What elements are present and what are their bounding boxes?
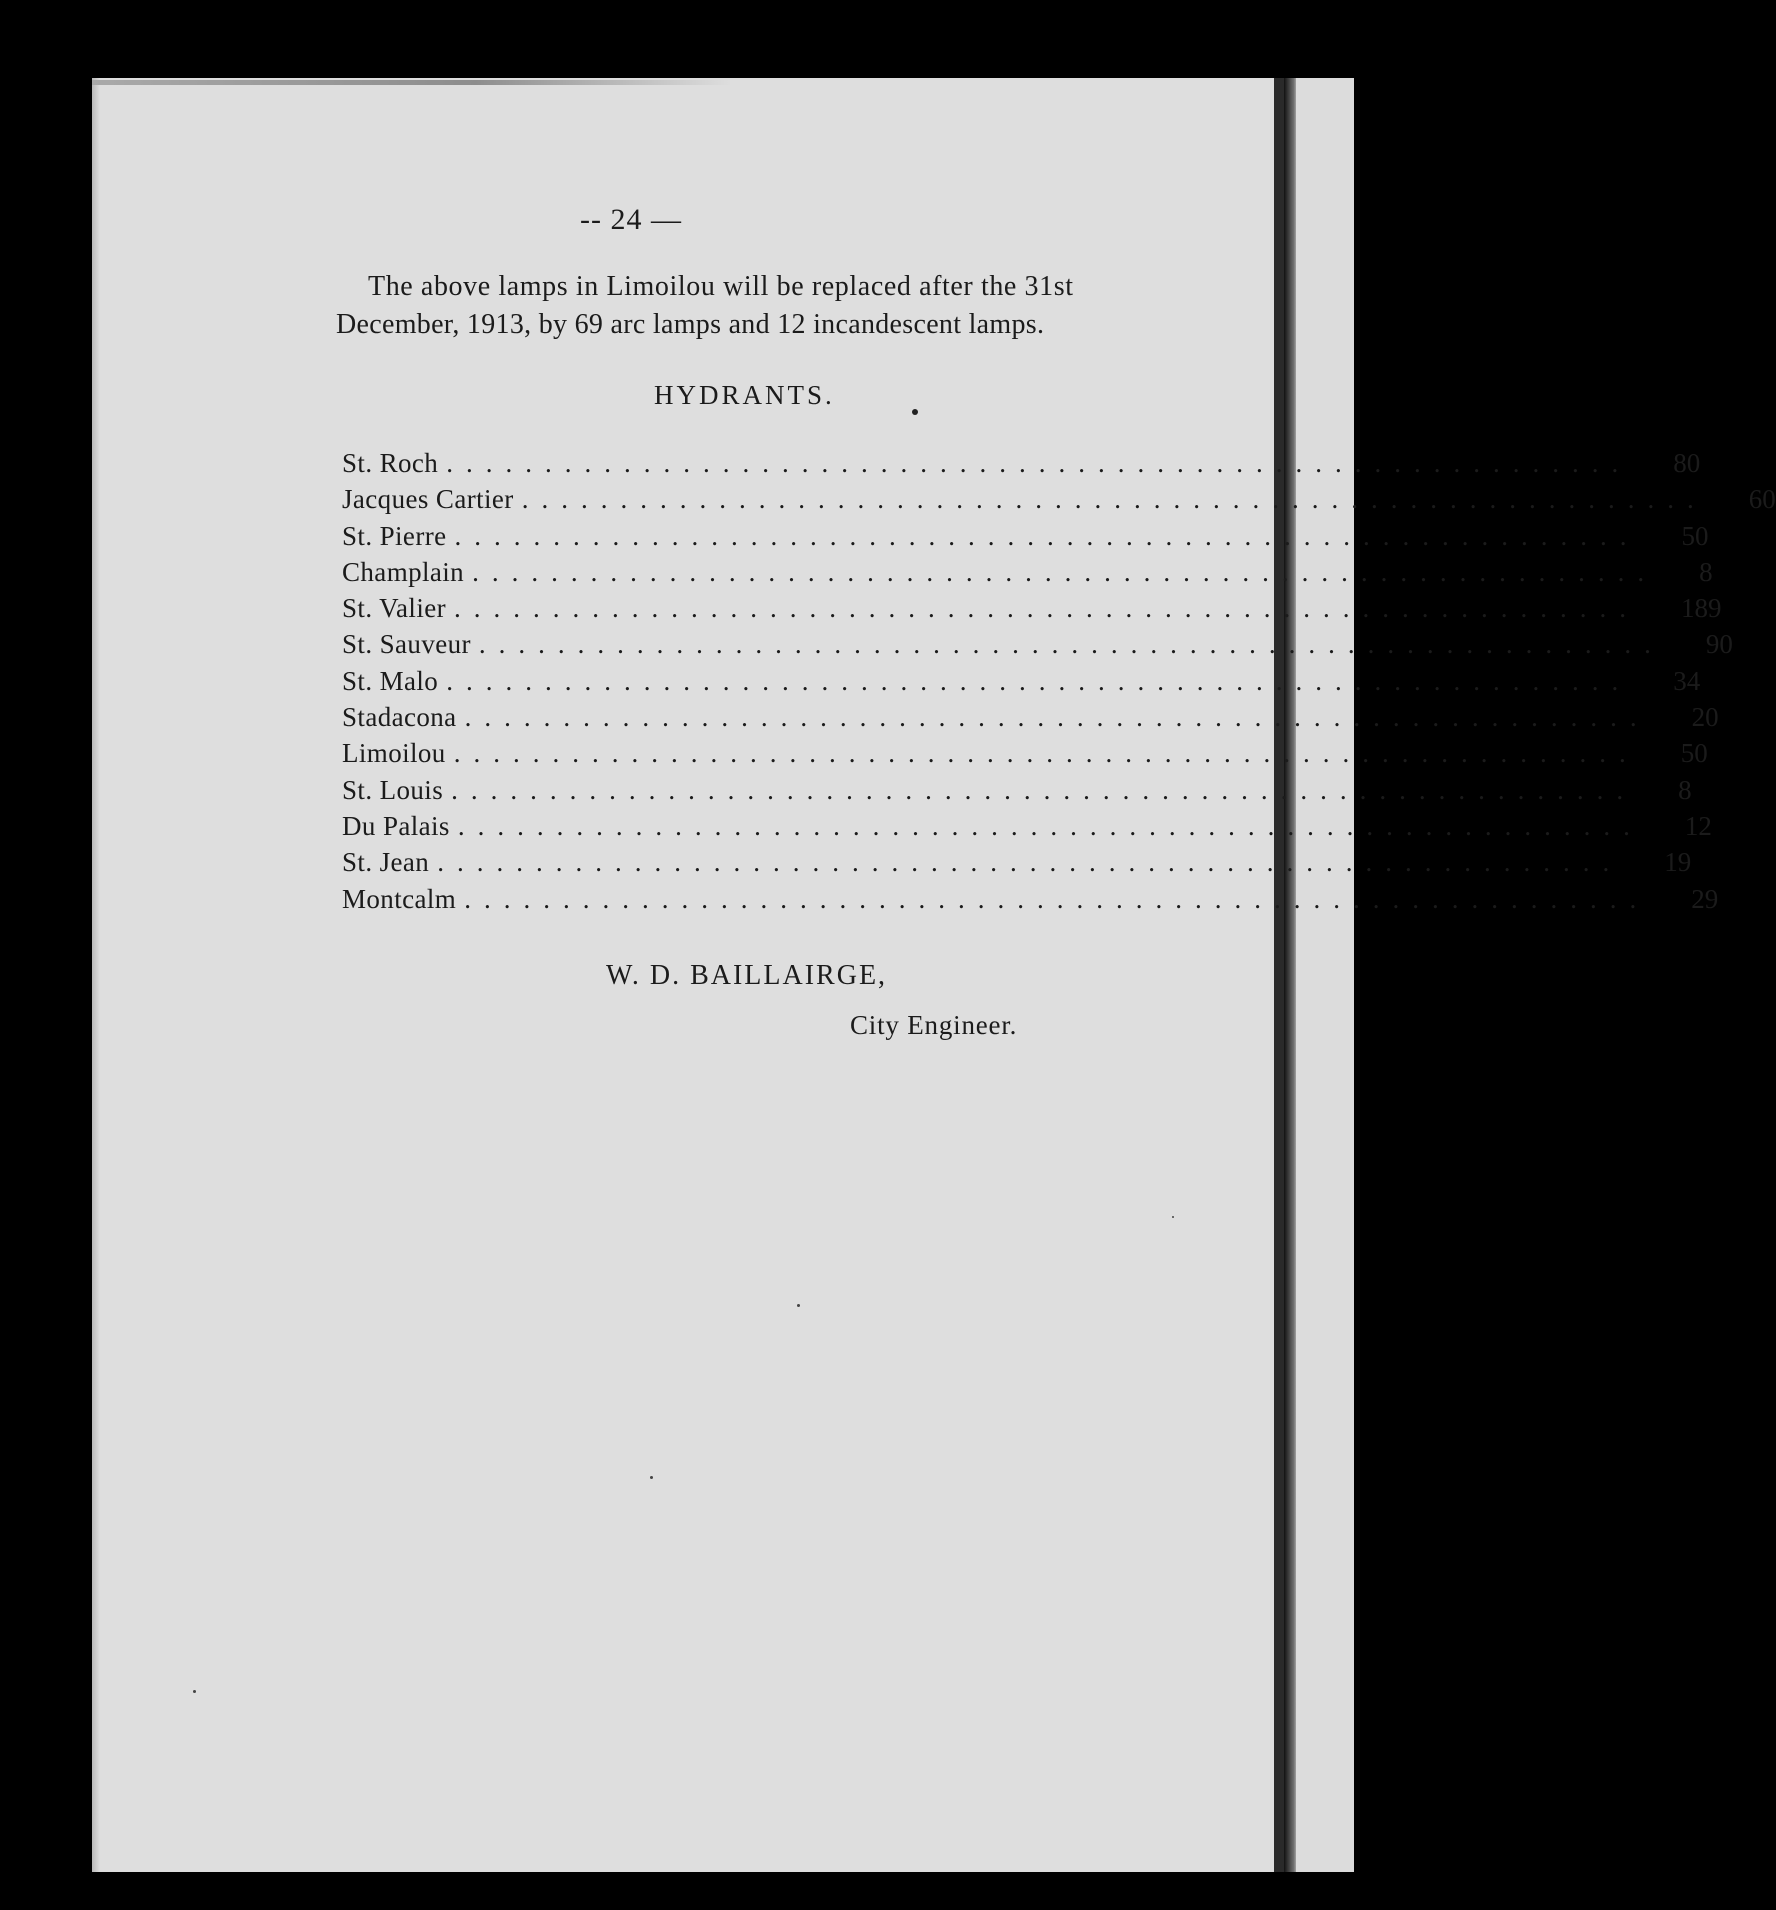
page-number: -- 24 — — [580, 203, 682, 236]
hydrant-count: 20 — [1691, 702, 1719, 733]
dot-leader: ............................................................ — [521, 484, 1707, 515]
dot-leader: ............................................................ — [451, 774, 1637, 805]
dot-leader: ............................................................ — [464, 883, 1650, 914]
table-row — [342, 847, 1692, 883]
dot-leader: ............................................................ — [454, 520, 1640, 551]
hydrant-name: St. Louis — [342, 774, 444, 805]
hydrant-name: Du Palais — [342, 810, 450, 841]
hydrant-count: 8 — [1699, 556, 1713, 587]
binding-gutter — [1274, 78, 1284, 1872]
dot-leader: ............................................................ — [446, 665, 1632, 696]
hydrant-name: St. Jean — [342, 847, 430, 878]
signature-name: W. D. BAILLAIRGE, — [606, 960, 888, 991]
hydrant-name: St. Pierre — [342, 520, 447, 551]
section-heading: HYDRANTS. — [654, 380, 835, 410]
page-top-edge — [92, 80, 732, 85]
intro-paragraph — [336, 268, 1186, 344]
print-speck — [193, 1690, 196, 1693]
hydrant-name: St. Sauveur — [342, 629, 471, 660]
table-row — [342, 629, 1733, 665]
print-speck — [650, 1476, 653, 1479]
hydrant-table — [342, 448, 1776, 920]
hydrant-count: 80 — [1673, 448, 1701, 478]
hydrant-count: 189 — [1681, 593, 1722, 624]
hydrant-count: 12 — [1684, 810, 1712, 841]
intro-line-2: December, 1913, by 69 arc lamps and 12 incandescent lamps. — [336, 309, 1045, 340]
dot-leader: ............................................................ — [454, 593, 1639, 624]
hydrant-count: 19 — [1664, 847, 1692, 878]
dot-leader: ............................................................ — [472, 556, 1658, 587]
hydrant-name: Champlain — [342, 556, 465, 587]
hydrant-count: 60 — [1748, 484, 1776, 515]
intro-line-1: The above lamps in Limoilou will be replaced after the 31st — [368, 271, 1074, 302]
table-row — [342, 774, 1692, 811]
page-edge — [92, 78, 100, 1872]
print-speck — [912, 409, 918, 415]
table-row — [342, 448, 1701, 484]
table-row — [342, 738, 1708, 774]
table-row — [342, 556, 1713, 593]
table-row — [342, 520, 1709, 557]
hydrant-name: St. Roch — [342, 448, 439, 478]
dot-leader: ............................................................ — [446, 448, 1632, 478]
hydrant-name: Stadacona — [342, 702, 457, 733]
hydrant-name: St. Valier — [342, 593, 446, 624]
hydrant-count: 50 — [1681, 520, 1709, 551]
dot-leader: ............................................................ — [453, 738, 1639, 769]
table-row — [342, 665, 1701, 702]
print-speck — [1172, 1216, 1174, 1218]
table-row — [342, 593, 1722, 629]
hydrant-name: Montcalm — [342, 883, 457, 914]
hydrant-count: 50 — [1680, 738, 1708, 769]
signature-title: City Engineer. — [850, 1010, 1018, 1040]
hydrant-count: 90 — [1705, 629, 1733, 660]
hydrant-name: Jacques Cartier — [342, 484, 514, 515]
dot-leader: ............................................................ — [464, 702, 1650, 733]
dot-leader: ............................................................ — [478, 629, 1664, 660]
hydrant-count: 34 — [1673, 665, 1701, 696]
print-speck — [797, 1304, 800, 1307]
hydrant-name: St. Malo — [342, 665, 439, 696]
table-row — [342, 484, 1776, 520]
table-row — [342, 810, 1712, 847]
table-row — [342, 883, 1719, 920]
facing-page-edge — [1296, 78, 1354, 1872]
dot-leader: ............................................................ — [437, 847, 1623, 878]
hydrant-count: 8 — [1678, 774, 1692, 805]
dot-leader: ............................................................ — [457, 810, 1643, 841]
hydrant-name: Limoilou — [342, 738, 446, 769]
table-row — [342, 702, 1719, 738]
hydrant-count: 29 — [1691, 883, 1719, 914]
